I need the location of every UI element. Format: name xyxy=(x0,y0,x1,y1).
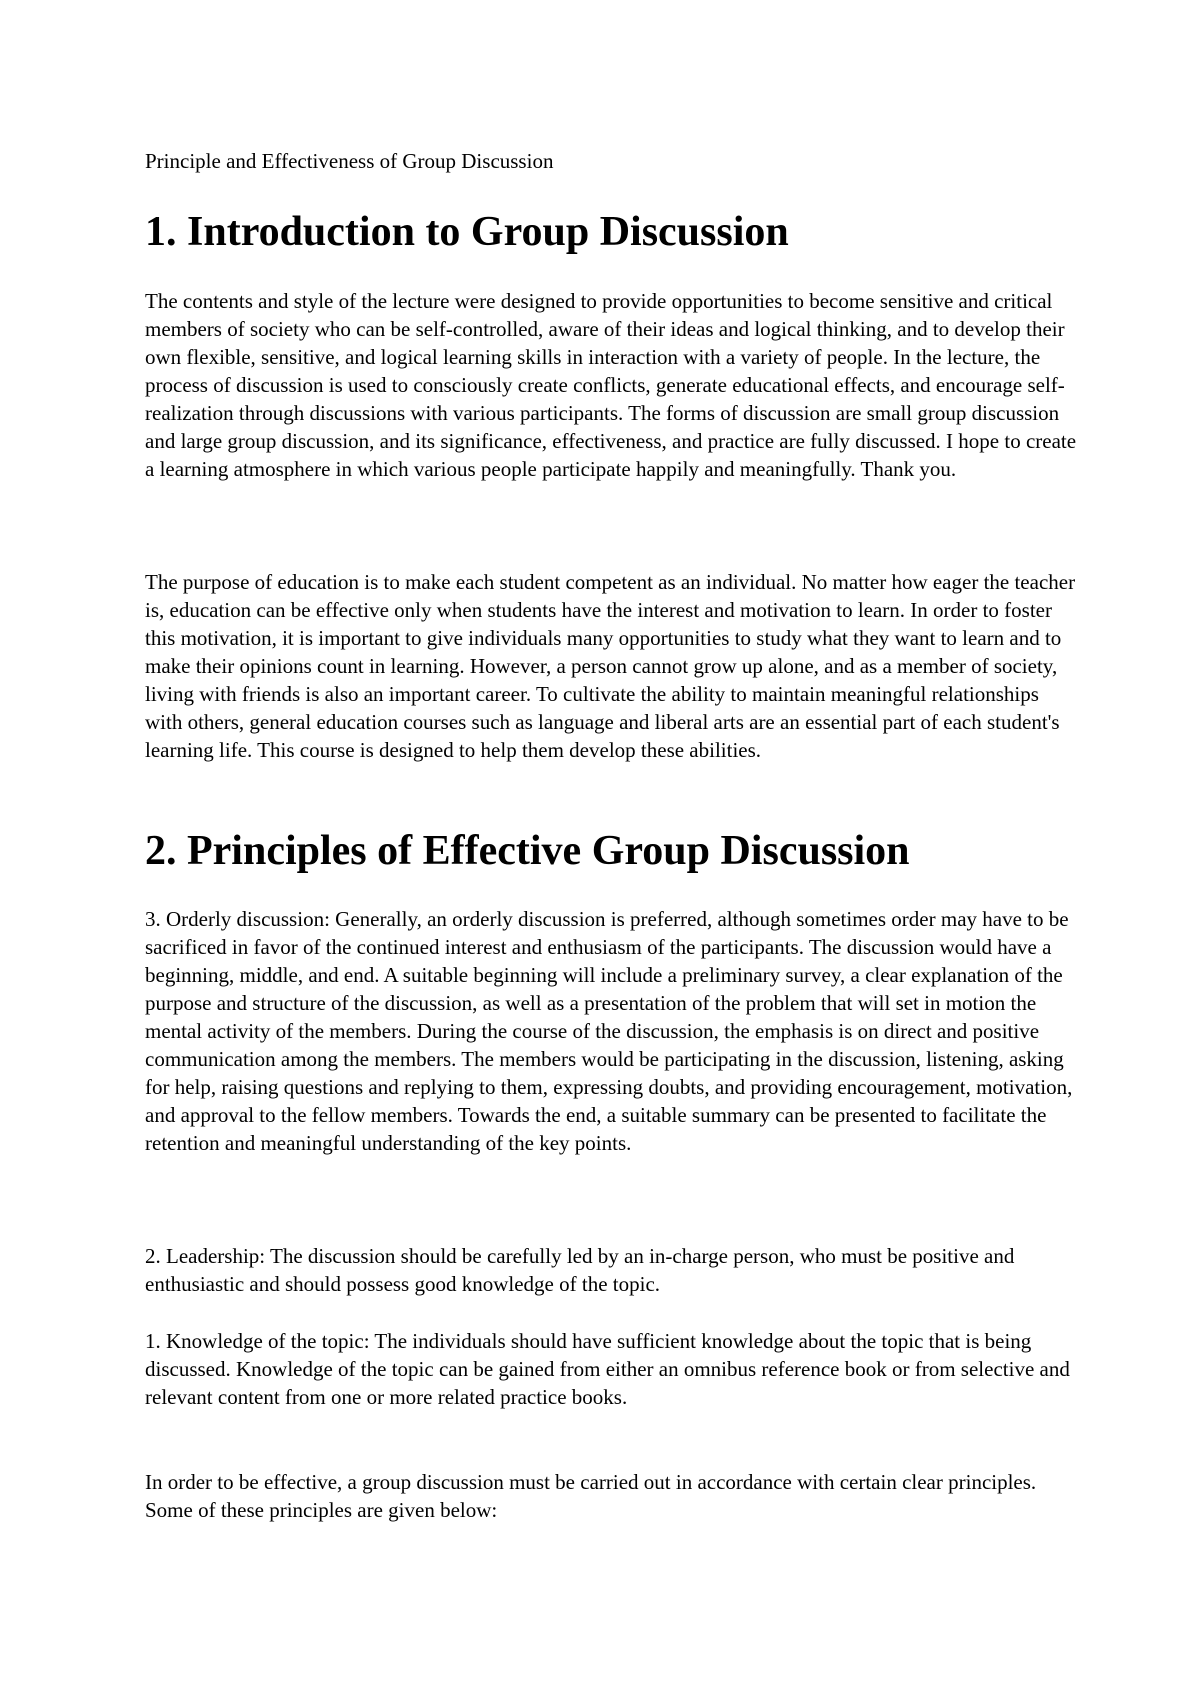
paragraph-knowledge-of-topic: 1. Knowledge of the topic: The individuals should have sufficient knowledge about the topic that is being discussed. Knowledge of the topic can be gained from either an omnibus reference book or from selective and relevant content from one or more related practice books. xyxy=(145,1329,1070,1409)
section-heading-introduction: 1. Introduction to Group Discussion xyxy=(145,209,789,255)
paragraph-leadership: 2. Leadership: The discussion should be carefully led by an in-charge person, who must be positive and enthusiastic and should possess good knowledge of the topic. xyxy=(145,1244,1015,1296)
paragraph-principles-intro: In order to be effective, a group discussion must be carried out in accordance with certain clear principles. Some of these principles are given below: xyxy=(145,1470,1037,1522)
paragraph-intro-1: The contents and style of the lecture were designed to provide opportunities to become sensitive and critical members of society who can be self-controlled, aware of their ideas and logical thinking, and to develop their own flexible, sensitive, and logical learning skills in interaction with a variety of people. In the lecture, the process of discussion is used to consciously create conflicts, generate educational effects, and encourage self-realization through discussions with various participants. The forms of discussion are small group discussion and large group discussion, and its significance, effectiveness, and practice are fully discussed. I hope to create a learning atmosphere in which various people participate happily and meaningfully. Thank you. xyxy=(145,289,1077,481)
paragraph-orderly-discussion: 3. Orderly discussion: Generally, an orderly discussion is preferred, although sometimes order may have to be sacrificed in favor of the continued interest and enthusiasm of the participants. The discussion would have a beginning, middle, and end. A suitable beginning will include a preliminary survey, a clear explanation of the purpose and structure of the discussion, as well as a presentation of the problem that will set in motion the mental activity of the members. During the course of the discussion, the emphasis is on direct and positive communication among the members. The members would be participating in the discussion, listening, asking for help, raising questions and replying to them, expressing doubts, and providing encouragement, motivation, and approval to the fellow members. Towards the end, a suitable summary can be presented to facilitate the retention and meaningful understanding of the key points. xyxy=(145,907,1073,1155)
section-heading-principles: 2. Principles of Effective Group Discussion xyxy=(145,828,910,874)
paragraph-intro-2: The purpose of education is to make each student competent as an individual. No matter how eager the teacher is, education can be effective only when students have the interest and motivation to learn. In order to foster this motivation, it is important to give individuals many opportunities to study what they want to learn and to make their opinions count in learning. However, a person cannot grow up alone, and as a member of society, living with friends is also an important career. To cultivate the ability to maintain meaningful relationships with others, general education courses such as language and liberal arts are an essential part of each student's learning life. This course is designed to help them develop these abilities. xyxy=(145,570,1076,762)
document-title: Principle and Effectiveness of Group Discussion xyxy=(145,149,554,173)
